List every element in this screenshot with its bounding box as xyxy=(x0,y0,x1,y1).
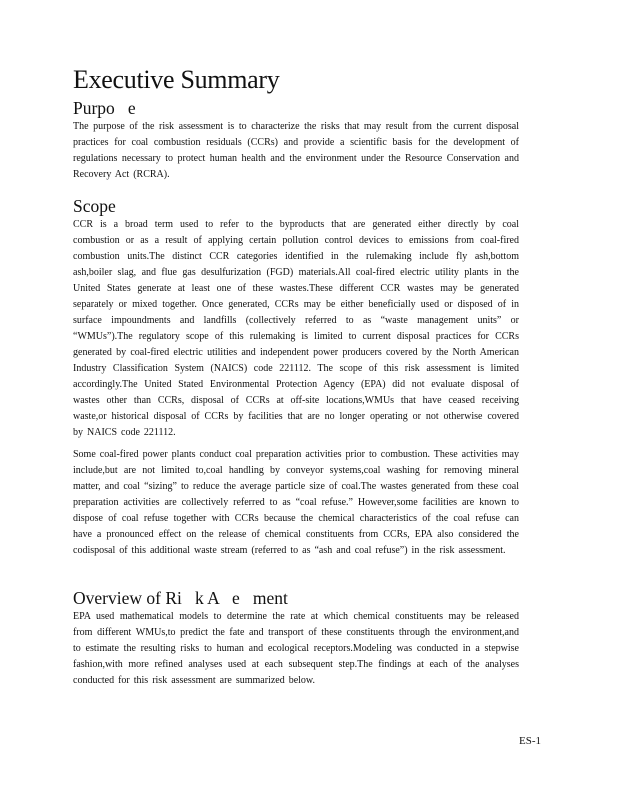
purpose-heading: Purpo e xyxy=(73,98,136,118)
purpose-paragraph: The purpose of the risk assessment is to characterize the risks that may result from the current disposal practices for coal combustion residuals (CCRs) and provide a scientific basis for the development of regulations necessary to protect human health and the environment under the Resource Conservation and Recovery Act (RCRA). xyxy=(73,121,519,180)
overview-paragraph: EPA used mathematical models to determine the rate at which chemical constituents may be released from different WMUs,to predict the fate and transport of these constituents through the environment,and to estimate the resulting risks to human and ecological receptors.Modeling was conducted in a stepwise fashion,with more refined analyses used at each subsequent step.The findings at each of the analyses conducted for this risk assessment are summarized below. xyxy=(73,611,519,686)
purpose-section xyxy=(73,98,519,183)
scope-paragraph-2: Some coal-fired power plants conduct coal preparation activities prior to combustion. These activities may include,but are not limited to,coal handling by conveyor systems,coal washing for removing mineral matter, and coal “sizing” to reduce the average particle size of coal.The wastes generated from these coal preparation activities are collectively referred to as “coal refuse.” However,some facilities are known to dispose of coal refuse together with CCRs because the chemical characteristics of the coal refuse can have a pronounced effect on the release of chemical constituents from CCRs, EPA also considered the codisposal of this additional waste stream (referred to as “ash and coal refuse”) in the risk assessment. xyxy=(73,449,519,556)
overview-heading: Overview of Ri k A e ment xyxy=(73,588,288,608)
scope-section xyxy=(73,196,519,559)
scope-paragraph-1: CCR is a broad term used to refer to the byproducts that are generated either directly by coal combustion or as a result of applying certain pollution control devices to emissions from coal-fired combustion units.The distinct CCR categories identified in the rulemaking include fly ash,bottom ash,boiler slag, and flue gas desulfurization (FGD) materials.All coal-fired electric utility plants in the United States generate at least one of these wastes.These different CCR wastes may be generated separately or mixed together. Once generated, CCRs may be either beneficially used or disposed of in surface impoundments and landfills (collectively referred to as “waste management units” or “WMUs”).The regulatory scope of this rulemaking is limited to current disposal practices for CCRs generated by coal-fired electric utilities and independent power producers covered by the North American Industry Classification System (NAICS) code 221112. The scope of this risk assessment is limited accordingly.The United Stated Environmental Protection Agency (EPA) did not evaluate disposal of wastes other than CCRs, disposal of CCRs at off-site locations,WMUs that have ceased receiving waste,or historical disposal of CCRs by facilities that are no longer operating or not otherwise covered by NAICS code 221112. xyxy=(73,219,519,438)
page-number: ES-1 xyxy=(519,735,541,747)
overview-section xyxy=(73,588,519,689)
scope-heading: Scope xyxy=(73,196,116,216)
page-title: Executive Summary xyxy=(73,65,280,94)
